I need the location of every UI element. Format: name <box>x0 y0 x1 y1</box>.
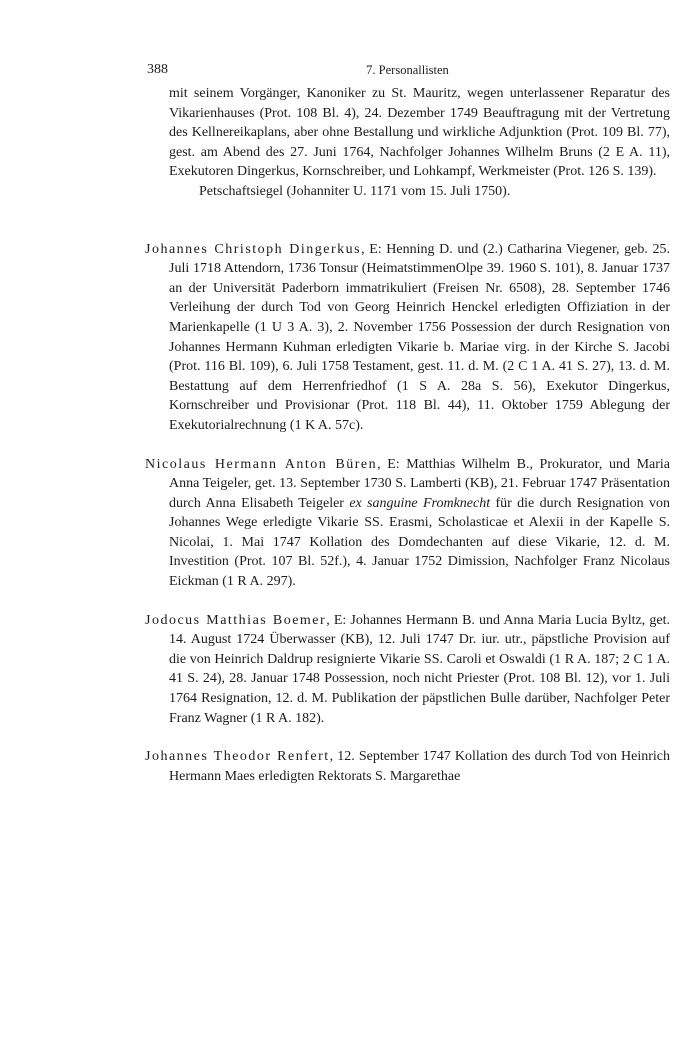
entry-text: , 12. September 1747 Kollation des durch Tod von Heinrich Hermann Maes erledigten Rektorats S. Margarethae <box>169 749 671 784</box>
entry-text: , E: Matthias Wilhelm B., Prokurator, und Maria Anna Teigeler, get. 13. September 1730 S. Lamberti (KB), 21. Februar 1747 Präsentation durch Anna Elisabeth Teigeler <box>169 456 670 511</box>
entry-name: Johannes Christoph Dingerkus <box>145 241 362 257</box>
entry-text: , E: Henning D. und (2.) Catharina Viegener, geb. 25. Juli 1718 Attendorn, 1736 Tonsur (HeimatstimmenOlpe 39. 1960 S. 101), 8. Januar 1737 an der Universität Paderborn immatrikuliert (Freisen Nr. 6508), 28. September 1746 Verleihung der durch Tod von Georg Heinrich Henckel erledigten Offiziation in der Marienkapelle (1 U 3 A. 3), 2. November 1756 Possession der durch Resignation von Johannes Hermann Kuhman erledigten Vikarie b. Mariae virg. in der Kirche S. Jacobi (Prot. 116 Bl. 109), 6. Juli 1758 Testament, gest. 11. d. M. (2 C 1 A. 41 S. 27), 13. d. M. Bestattung auf dem Herrenfriedhof (1 S A. 28a S. 56), Exekutor Dingerkus, Kornschreiber und Provisionar (Prot. 118 Bl. 44), 11. Oktober 1759 Ablegung der Exekutorialrechnung (1 K A. 57c). <box>169 241 670 433</box>
seal-note: Petschaftsiegel (Johanniter U. 1171 vom 15. Juli 1750). <box>199 183 511 199</box>
book-page <box>145 62 670 786</box>
entry-name: Johannes Theodor Renfert <box>145 749 330 765</box>
entry-text: , E: Johannes Hermann B. und Anna Maria Lucia Byltz, get. 14. August 1724 Überwasser (KB), 12. Juli 1747 Dr. iur. utr., päpstliche Provision auf die von Heinrich Daldrup resignierte Vikarie SS. Caroli et Oswaldi (1 R A. 187; 2 C 1 A. 41 S. 24), 28. Januar 1748 Possession, noch nicht Priester (Prot. 108 Bl. 12), vor 1. Juli 1764 Resignation, 12. d. M. Publikation der päpstlichen Bulle darüber, Nachfolger Peter Franz Wagner (1 R A. 182). <box>169 612 670 726</box>
entry-name: Jodocus Matthias Boemer <box>145 612 327 628</box>
page-header <box>145 62 670 84</box>
entry-text-continued: für die durch Resignation von Johannes Wege erledigte Vikarie SS. Erasmi, Scholasticae et Alexii in der Kapelle S. Nicolai, 1. Mai 1747 Kollation des Domdechanten auf diese Vikarie, 12. d. M. Investition (Prot. 107 Bl. 52f.), 4. Januar 1752 Dimission, Nachfolger Franz Nicolaus Eickman (1 R A. 297). <box>169 495 671 590</box>
entry-name: Nicolaus Hermann Anton Büren <box>145 456 378 472</box>
entry-renfert <box>145 747 670 786</box>
entry-boemer <box>145 611 670 729</box>
entry-italic-text: ex sanguine Fromknecht <box>349 495 491 511</box>
entry-dingerkus <box>145 240 670 436</box>
entry-bueren <box>145 455 670 592</box>
page-number: 388 <box>147 62 168 77</box>
running-head: 7. Personallisten <box>366 63 449 77</box>
continued-entry <box>169 84 670 202</box>
continued-entry-text: mit seinem Vorgänger, Kanoniker zu St. Mauritz, wegen unterlassener Reparatur des Vikarienhauses (Prot. 108 Bl. 4), 24. Dezember 1749 Beauftragung mit der Vertretung des Kellnereikaplans, aber ohne Bestallung und wirkliche Adjunktion (Prot. 109 Bl. 77), gest. am Abend des 27. Juni 1764, Nachfolger Johannes Wilhelm Bruns (2 E A. 11), Exekutoren Dingerkus, Kornschreiber, und Lohkampf, Werkmeister (Prot. 126 S. 139). <box>169 86 670 180</box>
